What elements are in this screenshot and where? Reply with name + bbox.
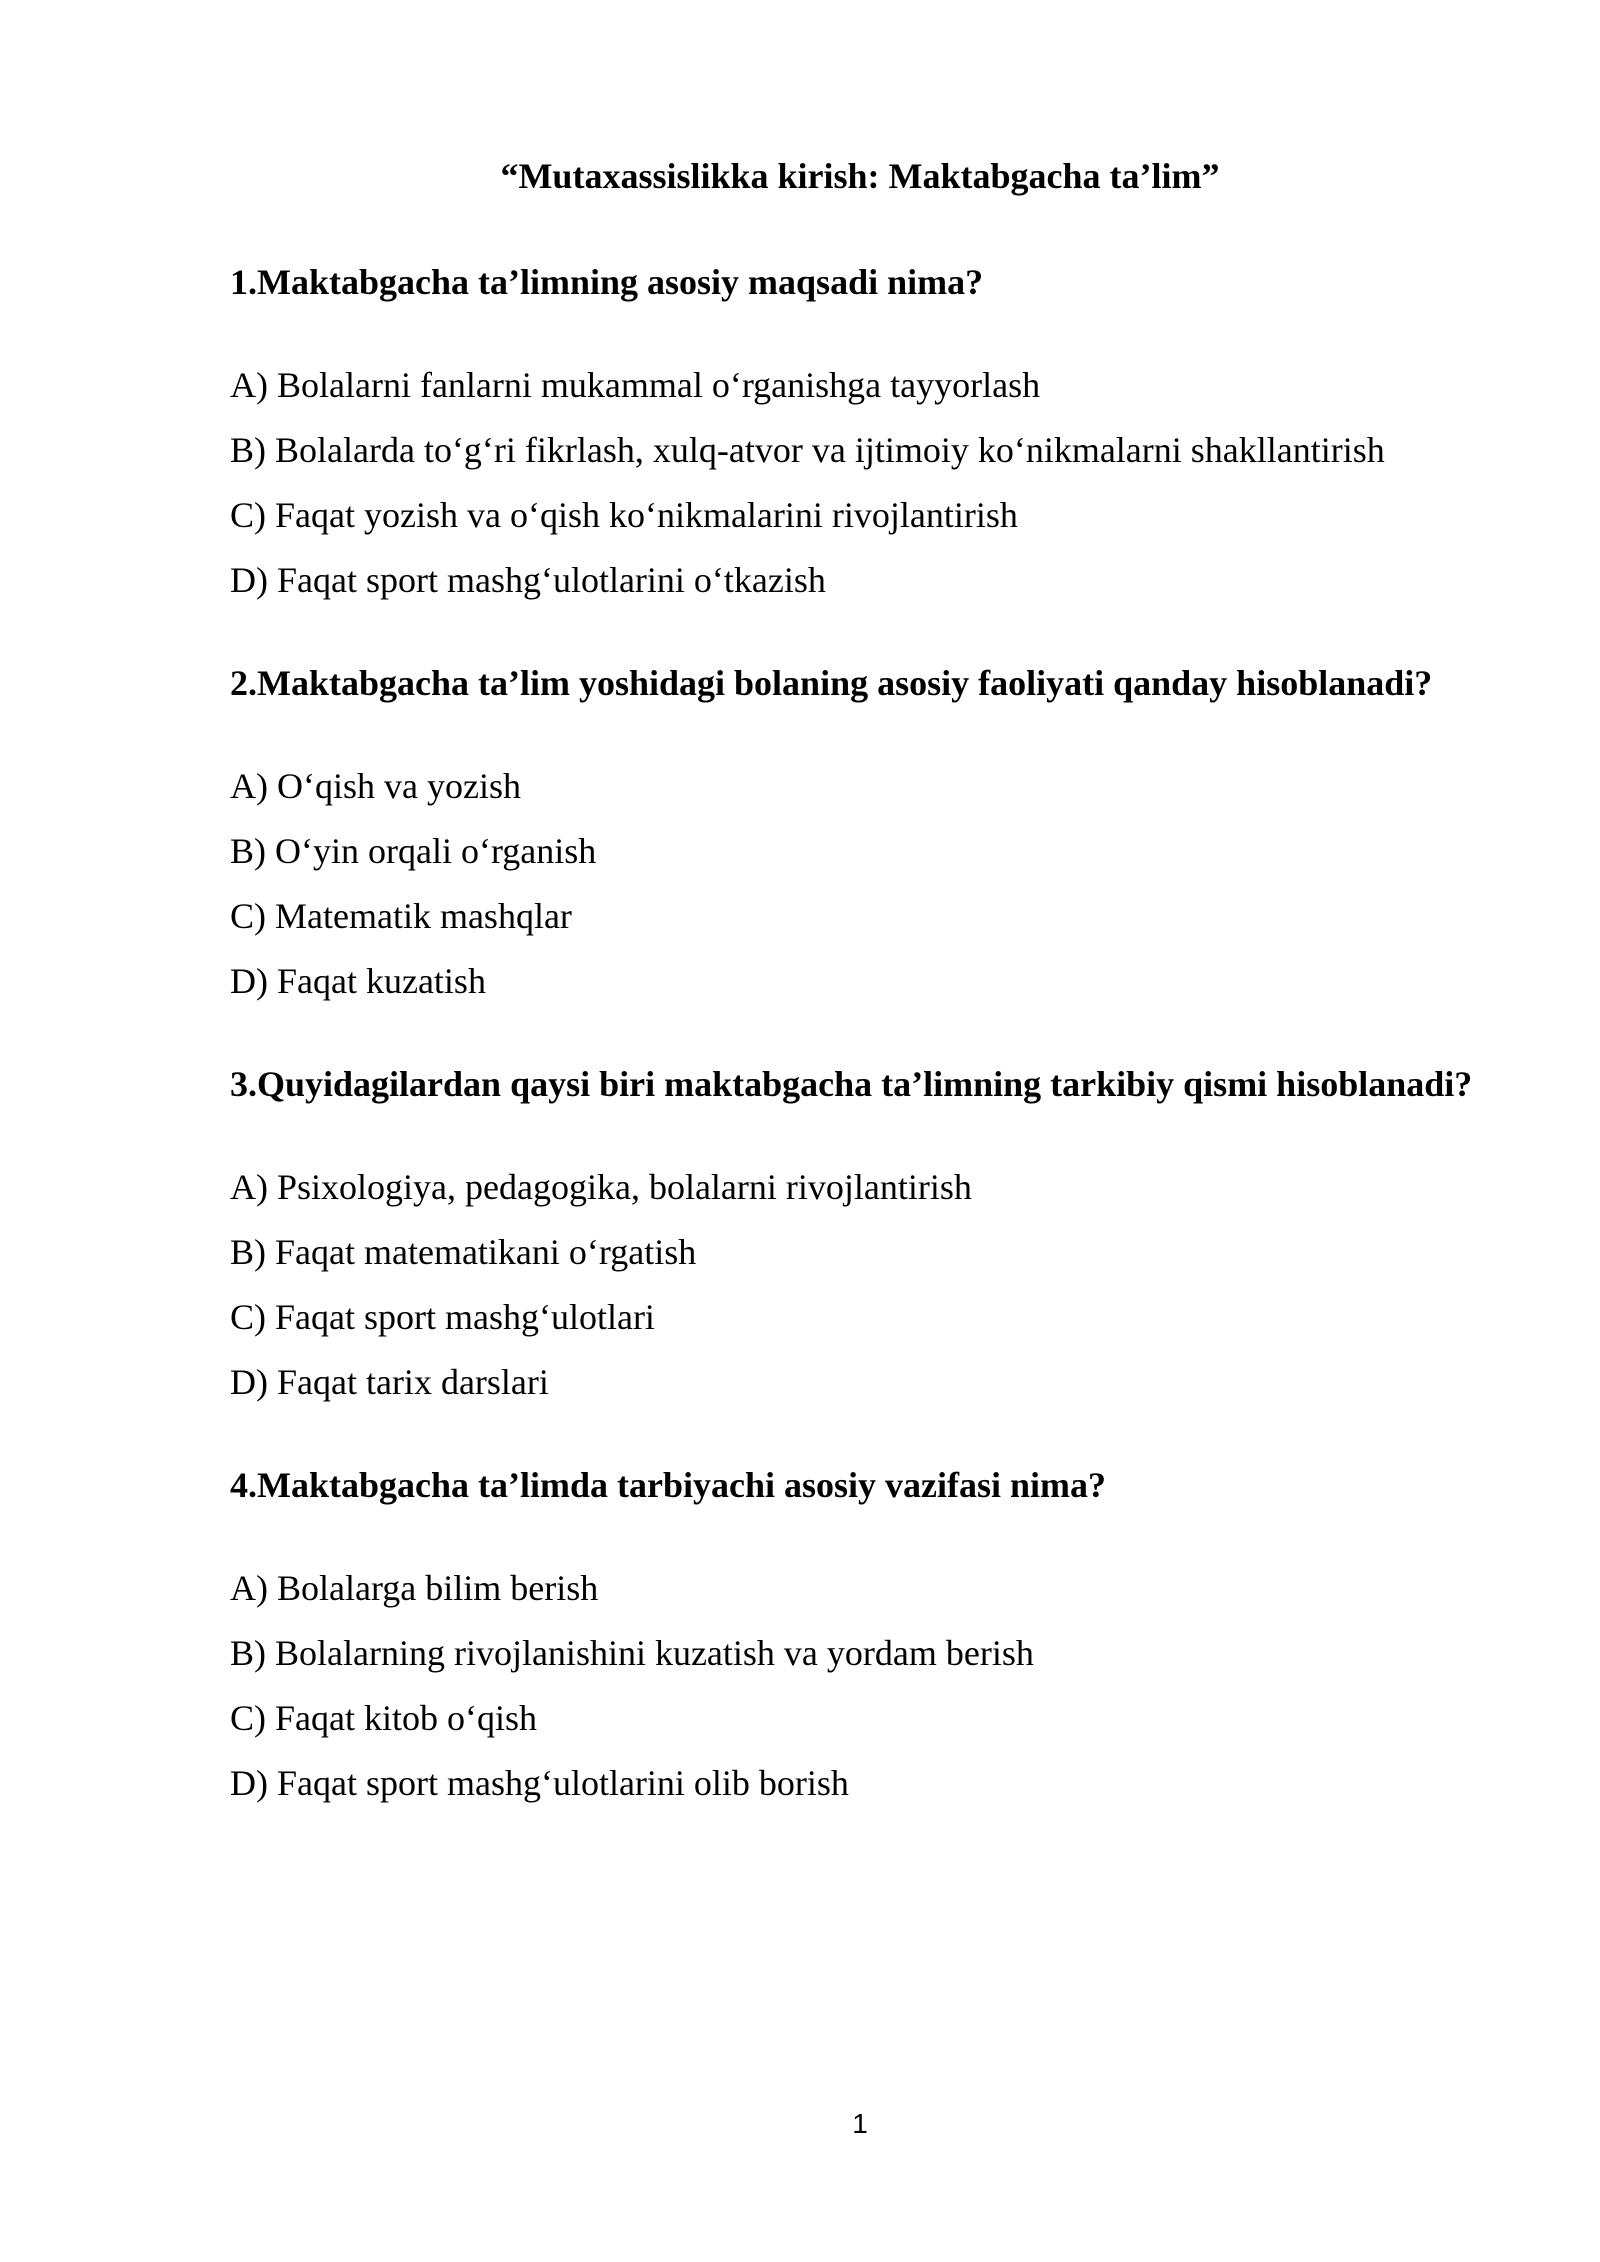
answer-option-a: A) O‘qish va yozish <box>230 766 521 806</box>
question-text: 1.Maktabgacha ta’limning asosiy maqsadi nima? <box>230 262 984 302</box>
answer-option-d: D) Faqat sport mashg‘ulotlarini o‘tkazish <box>230 560 826 600</box>
answer-options <box>230 754 1510 1014</box>
question-text: 4.Maktabgacha ta’limda tarbiyachi asosiy vazifasi nima? <box>230 1465 1107 1505</box>
question-2 <box>230 651 1510 1014</box>
answer-option-c: C) Faqat sport mashg‘ulotlari <box>230 1297 655 1337</box>
question-3 <box>230 1052 1510 1415</box>
answer-option-b: B) Faqat matematikani o‘rgatish <box>230 1232 697 1272</box>
answer-option-b: B) O‘yin orqali o‘rganish <box>230 831 597 871</box>
answer-options <box>230 1556 1510 1816</box>
page-number: 1 <box>852 2108 868 2139</box>
answer-option-a: A) Bolalarga bilim berish <box>230 1568 599 1608</box>
answer-option-b: B) Bolalarning rivojlanishini kuzatish va yordam berish <box>230 1633 1034 1673</box>
document-title: “Mutaxassislikka kirish: Maktabgacha ta’lim” <box>500 156 1220 196</box>
answer-option-c: C) Faqat kitob o‘qish <box>230 1698 537 1738</box>
answer-option-d: D) Faqat sport mashg‘ulotlarini olib borish <box>230 1763 849 1803</box>
question-4 <box>230 1453 1510 1816</box>
questions-list <box>230 250 1510 1816</box>
answer-option-c: C) Matematik mashqlar <box>230 896 572 936</box>
question-text: 2.Maktabgacha ta’lim yoshidagi bolaning asosiy faoliyati qanday hisoblanadi? <box>230 663 1433 703</box>
question-text: 3.Quyidagilardan qaysi biri maktabgacha ta’limning tarkibiy qismi hisoblanadi? <box>230 1064 1473 1104</box>
answer-option-c: C) Faqat yozish va o‘qish ko‘nikmalarini rivojlantirish <box>230 495 1018 535</box>
answer-options <box>230 1155 1510 1415</box>
answer-option-d: D) Faqat kuzatish <box>230 961 486 1001</box>
answer-option-d: D) Faqat tarix darslari <box>230 1362 549 1402</box>
answer-option-b: B) Bolalarda to‘g‘ri fikrlash, xulq-atvor va ijtimoiy ko‘nikmalarni shakllantirish <box>230 430 1385 470</box>
answer-options <box>230 353 1510 613</box>
answer-option-a: A) Psixologiya, pedagogika, bolalarni rivojlantirish <box>230 1167 972 1207</box>
answer-option-a: A) Bolalarni fanlarni mukammal o‘rganishga tayyorlash <box>230 365 1041 405</box>
question-1 <box>230 250 1510 613</box>
